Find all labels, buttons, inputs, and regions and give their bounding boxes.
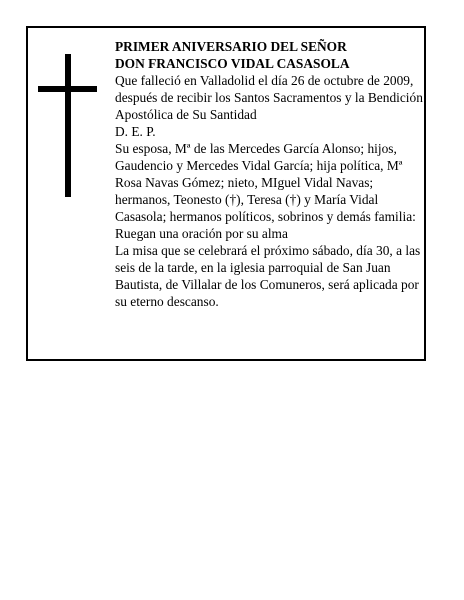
cross-icon	[38, 54, 97, 197]
mass-info-paragraph: La misa que se celebrará el próximo sábado, día 30, a las seis de la tarde, en la iglesia parroquial de San Juan Bautista, de Villalar de los Comuneros, será aplicada por su eterno descanso.	[115, 243, 421, 309]
dep-line: D. E. P.	[115, 124, 156, 139]
obituary-text-block	[115, 38, 425, 310]
family-paragraph: Su esposa, Mª de las Mercedes García Alonso; hijos, Gaudencio y Mercedes Vidal García; hija política, Mª Rosa Navas Gómez; nieto, MIguel Vidal Navas; hermanos, Teonesto (†), Teresa (†) y María Vidal Casasola; hermanos políticos, sobrinos y demás familia:	[115, 141, 416, 224]
cross-horizontal-bar	[38, 86, 97, 92]
notice-title-line-1: PRIMER ANIVERSARIO DEL SEÑOR	[115, 39, 347, 54]
notice-title-line-2: DON FRANCISCO VIDAL CASASOLA	[115, 56, 350, 71]
death-info-paragraph: Que falleció en Valladolid el día 26 de octubre de 2009, después de recibir los Santos Sacramentos y la Bendición Apostólica de Su Santidad	[115, 73, 423, 122]
cross-vertical-bar	[65, 54, 71, 197]
prayer-request-line: Ruegan una oración por su alma	[115, 226, 288, 241]
